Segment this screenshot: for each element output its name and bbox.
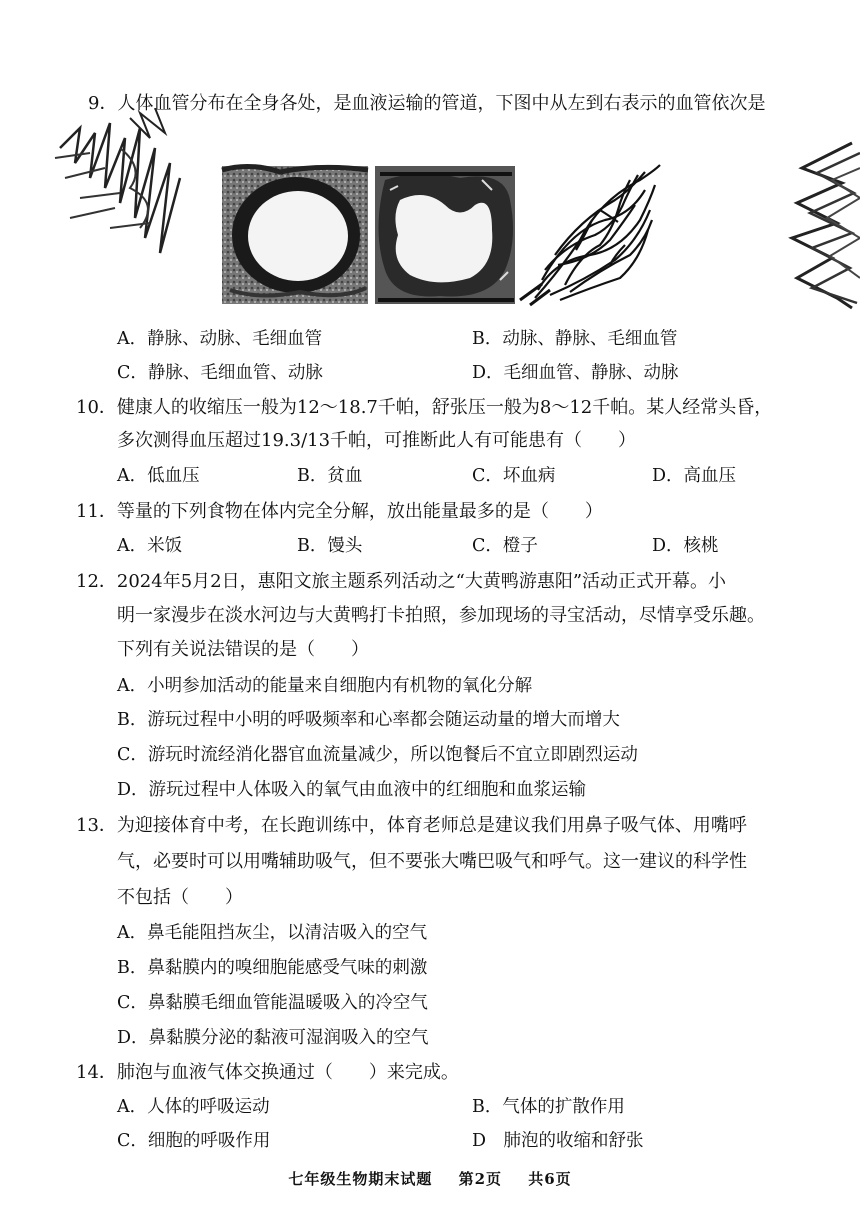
q12-option-d: D．游玩过程中人体吸入的氧气由血液中的红细胞和血浆运输: [117, 780, 587, 800]
ink-scribble-left: [50, 108, 190, 258]
q13-stem-line-2: 气，必要时可以用嘴辅助吸气，但不要张大嘴巴吸气和呼气。这一建议的科学性: [117, 851, 747, 872]
q14-option-d: D 肺泡的收缩和舒张: [472, 1131, 644, 1151]
q14-option-a: A．人体的呼吸运动: [117, 1097, 270, 1117]
q12-option-c: C．游玩时流经消化器官血流量减少，所以饱餐后不宜立即剧烈运动: [117, 745, 638, 765]
footer-page-number: 第2页: [458, 1170, 502, 1188]
q14-stem: 14．肺泡与血液气体交换通过（ ）来完成。: [76, 1062, 459, 1083]
q13-stem-line-3: 不包括（ ）: [117, 887, 243, 908]
q10-option-b: B．贫血: [297, 466, 363, 486]
vessel-panel-3: [520, 165, 660, 305]
q10-stem-line-1: 10．健康人的收缩压一般为12～18.7千帕，舒张压一般为8～12千帕。某人经常头昏，: [76, 397, 773, 418]
blood-vessel-figure: [220, 160, 665, 308]
q9-option-b: B．动脉、静脉、毛细血管: [472, 329, 678, 349]
q13-option-a: A．鼻毛能阻挡灰尘，以清洁吸入的空气: [117, 923, 428, 943]
q11-option-d: D．核桃: [652, 536, 719, 556]
page-footer: [0, 1168, 860, 1189]
q9-option-d: D．毛细血管、静脉、动脉: [472, 363, 679, 383]
q12-stem-line-3: 下列有关说法错误的是（ ）: [117, 639, 369, 660]
q10-stem-line-2: 多次测得血压超过19.3/13千帕，可推断此人有可能患有（ ）: [117, 430, 637, 451]
ink-scribble-right: [782, 138, 860, 313]
q10-option-d: D．高血压: [652, 466, 737, 486]
q9-option-a: A．静脉、动脉、毛细血管: [117, 329, 323, 349]
q14-option-b: B．气体的扩散作用: [472, 1097, 625, 1117]
q13-option-b: B．鼻黏膜内的嗅细胞能感受气味的刺激: [117, 958, 428, 978]
q12-stem-line-2: 明一家漫步在淡水河边与大黄鸭打卡拍照，参加现场的寻宝活动，尽情享受乐趣。: [117, 605, 765, 626]
q13-option-c: C．鼻黏膜毛细血管能温暖吸入的冷空气: [117, 993, 428, 1013]
q11-option-c: C．橙子: [472, 536, 538, 556]
q13-option-d: D．鼻黏膜分泌的黏液可湿润吸入的空气: [117, 1028, 429, 1048]
q9-option-c: C．静脉、毛细血管、动脉: [117, 363, 323, 383]
q11-option-b: B．馒头: [297, 536, 363, 556]
q12-option-b: B．游玩过程中小明的呼吸频率和心率都会随运动量的增大而增大: [117, 710, 620, 730]
q10-option-c: C．坏血病: [472, 466, 556, 486]
q11-option-a: A．米饭: [117, 536, 183, 556]
footer-subject: 七年级生物期末试题: [288, 1170, 433, 1188]
q14-option-c: C．细胞的呼吸作用: [117, 1131, 271, 1151]
q12-option-a: A．小明参加活动的能量来自细胞内有机物的氧化分解: [117, 676, 533, 696]
footer-total-pages: 共6页: [528, 1170, 572, 1188]
vessel-panel-2: [375, 166, 515, 304]
vessel-panel-1: [222, 166, 368, 304]
q11-stem: 11．等量的下列食物在体内完全分解，放出能量最多的是（ ）: [76, 501, 603, 522]
q13-stem-line-1: 13．为迎接体育中考，在长跑训练中，体育老师总是建议我们用鼻子吸气体、用嘴呼: [76, 815, 747, 836]
q12-stem-line-1: 12．2024年5月2日，惠阳文旅主题系列活动之“大黄鸭游惠阳”活动正式开幕。小: [76, 571, 727, 592]
q9-stem: 9．人体血管分布在全身各处，是血液运输的管道，下图中从左到右表示的血管依次是: [88, 93, 766, 114]
q10-option-a: A．低血压: [117, 466, 200, 486]
